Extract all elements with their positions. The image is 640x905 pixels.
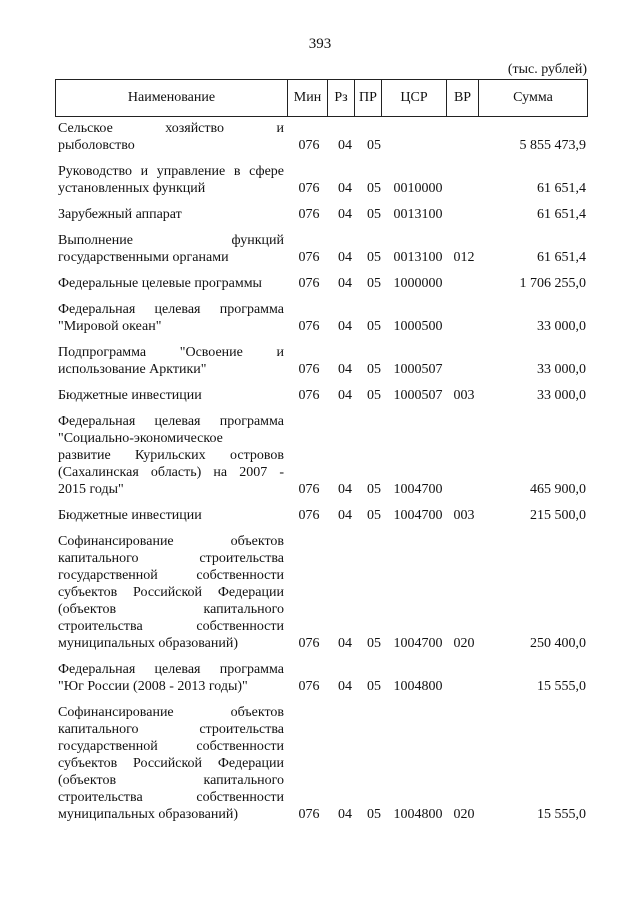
row-name-line: "Юг России (2008 - 2013 годы)" xyxy=(58,679,248,694)
row-rz: 04 xyxy=(338,679,352,694)
row-csr: 1004700 xyxy=(393,636,443,651)
row-sum: 33 000,0 xyxy=(537,319,586,334)
row-pr: 05 xyxy=(367,181,381,196)
row-name-line: строительства собственности xyxy=(58,790,284,805)
row-pr: 05 xyxy=(367,138,381,153)
unit-note: (тыс. рублей) xyxy=(507,62,587,77)
row-csr: 0013100 xyxy=(393,207,443,222)
row-csr: 0013100 xyxy=(393,250,443,265)
row-name-line: использование Арктики" xyxy=(58,362,207,377)
row-csr: 1000507 xyxy=(393,388,443,403)
row-pr: 05 xyxy=(367,362,381,377)
row-vr: 020 xyxy=(453,807,475,822)
row-name-line: (объектов капитального xyxy=(58,602,284,617)
row-pr: 05 xyxy=(367,679,381,694)
row-sum: 215 500,0 xyxy=(530,508,586,523)
row-name-line: "Мировой океан" xyxy=(58,319,162,334)
table-header xyxy=(55,79,588,117)
row-csr: 1004700 xyxy=(393,508,443,523)
row-name-line: субъектов Российской Федерации xyxy=(58,585,284,600)
row-name-line: Федеральные целевые программы xyxy=(58,276,262,291)
row-name xyxy=(55,661,287,695)
table-row xyxy=(55,661,588,695)
row-sum: 250 400,0 xyxy=(530,636,586,651)
row-pr: 05 xyxy=(367,207,381,222)
row-csr: 1004800 xyxy=(393,679,443,694)
row-name xyxy=(55,704,287,823)
row-vr: 003 xyxy=(453,508,475,523)
row-min: 076 xyxy=(298,207,320,222)
header-sum: Сумма xyxy=(513,90,553,105)
header-pr: ПР xyxy=(355,80,382,116)
row-name xyxy=(55,301,287,335)
row-name xyxy=(55,387,287,404)
row-min: 076 xyxy=(298,636,320,651)
row-pr: 05 xyxy=(367,508,381,523)
row-pr: 05 xyxy=(367,636,381,651)
row-name-line: государственной собственности xyxy=(58,739,284,754)
row-min: 076 xyxy=(298,319,320,334)
row-min: 076 xyxy=(298,508,320,523)
table-row xyxy=(55,533,588,652)
table-row xyxy=(55,275,588,292)
header-min: Мин xyxy=(288,80,328,116)
table-row xyxy=(55,507,588,524)
row-vr: 003 xyxy=(453,388,475,403)
table-row xyxy=(55,206,588,223)
row-rz: 04 xyxy=(338,138,352,153)
row-name-line: Выполнение функций xyxy=(58,233,284,248)
row-name-line: государственными органами xyxy=(58,250,229,265)
row-min: 076 xyxy=(298,679,320,694)
row-name-line: государственной собственности xyxy=(58,568,284,583)
row-name xyxy=(55,206,287,223)
row-name-line: Руководство и управление в сфере xyxy=(58,164,284,179)
row-name-line: муниципальных образований) xyxy=(58,807,238,822)
row-csr: 1000507 xyxy=(393,362,443,377)
row-name-line: 2015 годы" xyxy=(58,482,124,497)
row-min: 076 xyxy=(298,138,320,153)
header-csr: ЦСР xyxy=(382,80,447,116)
header-vr: ВР xyxy=(447,80,479,116)
row-vr: 020 xyxy=(453,636,475,651)
row-vr: 012 xyxy=(453,250,475,265)
row-csr: 1004700 xyxy=(393,482,443,497)
row-sum: 15 555,0 xyxy=(537,679,586,694)
row-name-line: (объектов капитального xyxy=(58,773,284,788)
row-name xyxy=(55,507,287,524)
row-sum: 5 855 473,9 xyxy=(519,138,586,153)
row-rz: 04 xyxy=(338,181,352,196)
row-rz: 04 xyxy=(338,319,352,334)
row-sum: 1 706 255,0 xyxy=(519,276,586,291)
row-sum: 465 900,0 xyxy=(530,482,586,497)
row-name xyxy=(55,120,287,154)
row-min: 076 xyxy=(298,276,320,291)
row-name xyxy=(55,275,287,292)
table-row xyxy=(55,301,588,335)
table-row xyxy=(55,344,588,378)
row-name-line: Зарубежный аппарат xyxy=(58,207,182,222)
row-name-line: установленных функций xyxy=(58,181,206,196)
row-name-line: Федеральная целевая программа xyxy=(58,302,284,317)
table-row xyxy=(55,413,588,498)
row-name xyxy=(55,344,287,378)
row-rz: 04 xyxy=(338,508,352,523)
row-sum: 33 000,0 xyxy=(537,362,586,377)
row-csr: 1004800 xyxy=(393,807,443,822)
row-min: 076 xyxy=(298,250,320,265)
row-rz: 04 xyxy=(338,362,352,377)
row-rz: 04 xyxy=(338,636,352,651)
row-rz: 04 xyxy=(338,807,352,822)
row-rz: 04 xyxy=(338,250,352,265)
table-row xyxy=(55,163,588,197)
row-name-line: Федеральная целевая программа xyxy=(58,662,284,677)
row-name-line: Бюджетные инвестиции xyxy=(58,388,202,403)
table-row xyxy=(55,704,588,823)
row-name xyxy=(55,413,287,498)
row-sum: 33 000,0 xyxy=(537,388,586,403)
row-min: 076 xyxy=(298,807,320,822)
row-name-line: капитального строительства xyxy=(58,551,284,566)
table-row xyxy=(55,232,588,266)
row-name-line: "Социально-экономическое xyxy=(58,431,223,446)
row-name-line: субъектов Российской Федерации xyxy=(58,756,284,771)
row-name-line: строительства собственности xyxy=(58,619,284,634)
row-name-line: Софинансирование объектов xyxy=(58,534,284,549)
row-pr: 05 xyxy=(367,482,381,497)
row-rz: 04 xyxy=(338,276,352,291)
row-name-line: Подпрограмма "Освоение и xyxy=(58,345,284,360)
table-row xyxy=(55,387,588,404)
row-sum: 61 651,4 xyxy=(537,207,586,222)
row-pr: 05 xyxy=(367,388,381,403)
row-name-line: Бюджетные инвестиции xyxy=(58,508,202,523)
row-name xyxy=(55,533,287,652)
row-min: 076 xyxy=(298,181,320,196)
row-min: 076 xyxy=(298,482,320,497)
row-name-line: Федеральная целевая программа xyxy=(58,414,284,429)
row-pr: 05 xyxy=(367,276,381,291)
row-name-line: развитие Курильских островов xyxy=(58,448,284,463)
row-csr: 1000500 xyxy=(393,319,443,334)
row-pr: 05 xyxy=(367,250,381,265)
row-min: 076 xyxy=(298,388,320,403)
row-rz: 04 xyxy=(338,388,352,403)
row-csr: 0010000 xyxy=(393,181,443,196)
row-name-line: капитального строительства xyxy=(58,722,284,737)
header-rz: Рз xyxy=(328,80,355,116)
row-name-line: (Сахалинская область) на 2007 - xyxy=(58,465,284,480)
row-name xyxy=(55,232,287,266)
table-body xyxy=(55,120,588,832)
page-number: 393 xyxy=(308,36,332,52)
header-name: Наименование xyxy=(56,80,288,116)
row-pr: 05 xyxy=(367,807,381,822)
row-name-line: Сельское хозяйство и xyxy=(58,121,284,136)
row-name-line: Софинансирование объектов xyxy=(58,705,284,720)
row-min: 076 xyxy=(298,362,320,377)
row-name-line: рыболовство xyxy=(58,138,135,153)
row-name-line: муниципальных образований) xyxy=(58,636,238,651)
row-sum: 61 651,4 xyxy=(537,250,586,265)
row-rz: 04 xyxy=(338,207,352,222)
row-sum: 15 555,0 xyxy=(537,807,586,822)
row-name xyxy=(55,163,287,197)
row-csr: 1000000 xyxy=(393,276,443,291)
table-row xyxy=(55,120,588,154)
row-pr: 05 xyxy=(367,319,381,334)
row-sum: 61 651,4 xyxy=(537,181,586,196)
row-rz: 04 xyxy=(338,482,352,497)
